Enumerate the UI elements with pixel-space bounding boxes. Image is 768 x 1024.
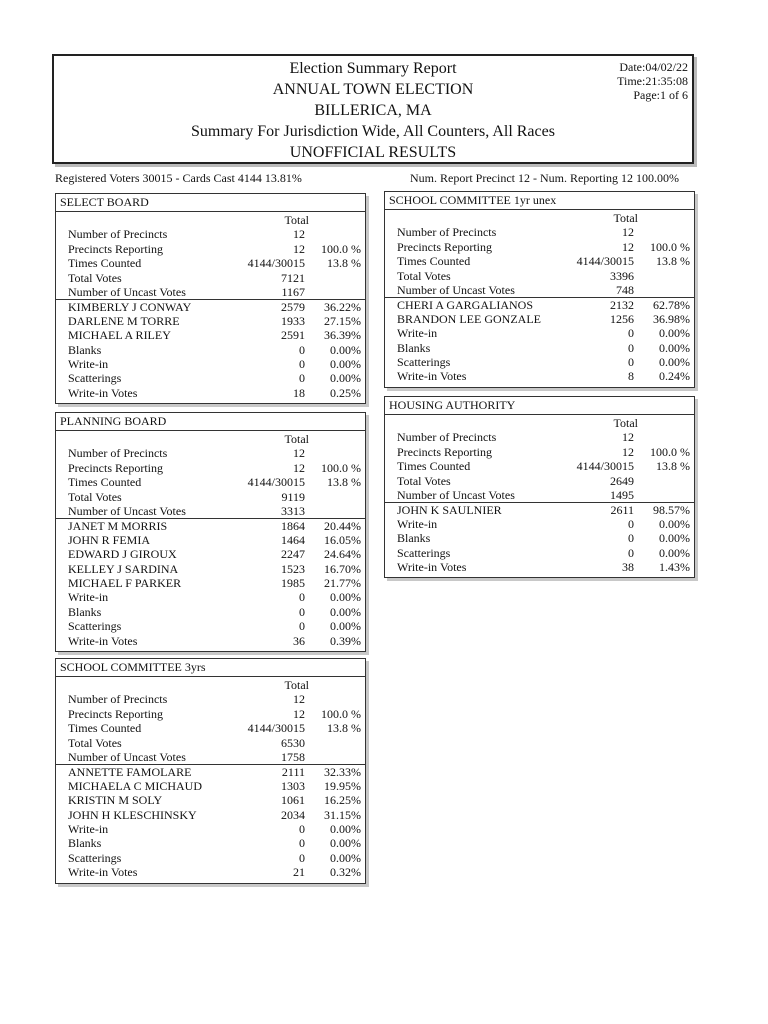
- candidate-votes: 0: [299, 850, 305, 865]
- candidate-row: [56, 299, 365, 314]
- stat-percent: 100.0 %: [321, 460, 361, 475]
- stat-label: Total Votes: [68, 735, 122, 750]
- candidate-votes: 0: [299, 836, 305, 851]
- candidate-row: [56, 851, 365, 865]
- candidate-percent: 0.00%: [330, 850, 361, 865]
- candidate-votes: 21: [293, 865, 305, 880]
- candidate-row: [385, 546, 694, 560]
- candidate-votes: 0: [628, 326, 634, 341]
- candidate-name: JOHN R FEMIA: [68, 532, 151, 547]
- stat-value: 3396: [610, 268, 634, 283]
- candidate-votes: 0: [628, 340, 634, 355]
- candidate-percent: 16.25%: [324, 793, 361, 808]
- candidate-name: MICHAEL A RILEY: [68, 328, 171, 343]
- stat-label: Precincts Reporting: [397, 239, 492, 254]
- race-title: SELECT BOARD: [56, 194, 365, 212]
- candidate-row: [56, 836, 365, 850]
- candidate-name: Write-in: [68, 357, 109, 371]
- candidate-name: Write-in: [68, 822, 109, 836]
- stat-percent: 100.0 %: [650, 239, 690, 254]
- candidate-votes: 0: [299, 371, 305, 386]
- stat-label: Total Votes: [397, 473, 451, 488]
- candidate-votes: 2034: [281, 807, 305, 822]
- candidate-row: [56, 619, 365, 633]
- total-column-header: Total: [613, 211, 638, 225]
- candidate-name: Write-in Votes: [397, 560, 467, 574]
- stat-value: 1167: [281, 285, 305, 299]
- total-header-row: [56, 432, 365, 446]
- candidate-votes: 2611: [610, 503, 634, 518]
- stat-row: [56, 461, 365, 475]
- stat-label: Times Counted: [68, 475, 142, 490]
- candidate-row: [56, 590, 365, 604]
- candidate-row: [385, 341, 694, 355]
- stat-value: 6530: [281, 735, 305, 750]
- candidate-row: [56, 634, 365, 648]
- race-box-school-committee-3yrs: [55, 658, 366, 884]
- stat-row: [385, 225, 694, 239]
- total-header-row: [56, 213, 365, 227]
- stat-row: [385, 474, 694, 488]
- stat-row: [385, 430, 694, 444]
- results-status: UNOFFICIAL RESULTS: [289, 144, 457, 161]
- stat-label: Number of Uncast Votes: [397, 283, 515, 297]
- stat-percent: 100.0 %: [321, 706, 361, 721]
- summary-description: Summary For Jurisdiction Wide, All Counters, All Races: [191, 123, 555, 140]
- stat-label: Precincts Reporting: [397, 444, 492, 459]
- candidate-votes: 0: [299, 590, 305, 605]
- candidate-percent: 0.00%: [330, 822, 361, 836]
- candidate-name: JOHN K SAULNIER: [397, 503, 502, 518]
- candidate-row: [56, 533, 365, 547]
- candidate-percent: 20.44%: [324, 519, 361, 534]
- stat-row: [56, 721, 365, 735]
- candidate-percent: 0.00%: [330, 619, 361, 634]
- stat-percent: 13.8 %: [327, 256, 361, 271]
- candidate-percent: 1.43%: [659, 560, 690, 574]
- candidate-votes: 1523: [281, 561, 305, 576]
- total-header-row: [56, 678, 365, 692]
- candidate-name: Write-in: [68, 590, 109, 605]
- stat-row: [56, 242, 365, 256]
- stat-row: [56, 490, 365, 504]
- candidate-percent: 27.15%: [324, 313, 361, 328]
- candidate-percent: 0.00%: [330, 371, 361, 386]
- stat-value: 3313: [281, 504, 305, 518]
- candidate-row: [385, 312, 694, 326]
- candidate-name: Scatterings: [68, 850, 122, 865]
- race-box-housing-authority: [384, 396, 695, 578]
- stat-value: 12: [293, 446, 305, 461]
- candidate-votes: 1464: [281, 532, 305, 547]
- candidate-percent: 0.39%: [330, 633, 361, 648]
- race-title: HOUSING AUTHORITY: [385, 397, 694, 415]
- stat-row: [56, 446, 365, 460]
- candidate-row: [56, 314, 365, 328]
- candidate-name: MICHAELA C MICHAUD: [68, 778, 203, 793]
- stat-value: 748: [616, 283, 634, 297]
- stat-value: 12: [293, 692, 305, 707]
- candidate-name: JANET M MORRIS: [68, 519, 168, 534]
- candidate-name: Write-in Votes: [68, 385, 138, 400]
- candidate-percent: 0.00%: [659, 340, 690, 355]
- candidate-percent: 0.32%: [330, 865, 361, 880]
- candidate-name: Blanks: [397, 531, 431, 546]
- candidate-row: [56, 605, 365, 619]
- candidate-row: [385, 531, 694, 545]
- candidate-percent: 0.00%: [659, 531, 690, 546]
- candidate-votes: 2579: [281, 300, 305, 315]
- stat-row: [385, 488, 694, 502]
- stat-row: [56, 736, 365, 750]
- total-column-header: Total: [284, 678, 309, 692]
- stat-value: 4144/30015: [576, 254, 634, 269]
- candidate-percent: 0.25%: [330, 385, 361, 400]
- candidate-row: [56, 371, 365, 385]
- stat-row: [385, 283, 694, 297]
- candidate-votes: 0: [628, 545, 634, 560]
- stat-row: [385, 459, 694, 473]
- stat-label: Number of Precincts: [68, 227, 168, 242]
- stat-row: [56, 227, 365, 241]
- race-title: SCHOOL COMMITTEE 3yrs: [56, 659, 365, 677]
- candidate-percent: 0.00%: [330, 357, 361, 371]
- total-column-header: Total: [284, 213, 309, 227]
- candidate-percent: 0.00%: [659, 355, 690, 369]
- candidate-percent: 98.57%: [653, 503, 690, 518]
- race-title: PLANNING BOARD: [56, 413, 365, 431]
- candidate-percent: 19.95%: [324, 778, 361, 793]
- stat-value: 12: [622, 430, 634, 445]
- candidate-row: [56, 547, 365, 561]
- candidate-name: Write-in Votes: [68, 633, 138, 648]
- stat-value: 4144/30015: [247, 721, 305, 736]
- candidate-row: [385, 297, 694, 312]
- stat-value: 4144/30015: [247, 475, 305, 490]
- stat-value: 1495: [610, 488, 634, 502]
- candidate-row: [56, 793, 365, 807]
- candidate-row: [385, 517, 694, 531]
- candidate-percent: 0.24%: [659, 369, 690, 384]
- candidate-votes: 1933: [281, 313, 305, 328]
- candidate-name: KRISTIN M SOLY: [68, 793, 163, 808]
- stat-value: 7121: [281, 270, 305, 285]
- candidate-name: Blanks: [397, 340, 431, 355]
- stat-value: 4144/30015: [576, 459, 634, 474]
- candidate-name: Blanks: [68, 342, 102, 357]
- stat-label: Times Counted: [397, 459, 471, 474]
- candidate-percent: 16.05%: [324, 532, 361, 547]
- candidate-row: [56, 343, 365, 357]
- stat-row: [385, 269, 694, 283]
- candidate-row: [385, 369, 694, 383]
- candidate-row: [56, 865, 365, 879]
- candidate-row: [56, 764, 365, 779]
- candidate-percent: 36.39%: [324, 328, 361, 343]
- stat-row: [56, 504, 365, 518]
- stat-label: Number of Precincts: [397, 225, 497, 240]
- stat-percent: 13.8 %: [327, 475, 361, 490]
- candidate-row: [385, 326, 694, 340]
- candidate-row: [56, 328, 365, 342]
- candidate-votes: 1256: [610, 311, 634, 326]
- stat-value: 12: [293, 706, 305, 721]
- candidate-name: JOHN H KLESCHINSKY: [68, 807, 197, 822]
- candidate-percent: 0.00%: [659, 545, 690, 560]
- candidate-percent: 36.22%: [324, 300, 361, 315]
- stat-row: [385, 445, 694, 459]
- stat-label: Number of Uncast Votes: [397, 488, 515, 502]
- candidate-name: Scatterings: [397, 355, 451, 369]
- candidate-percent: 36.98%: [653, 311, 690, 326]
- candidate-votes: 36: [293, 633, 305, 648]
- candidate-percent: 24.64%: [324, 547, 361, 562]
- race-box-select-board: [55, 193, 366, 404]
- candidate-row: [56, 562, 365, 576]
- candidate-row: [56, 357, 365, 371]
- candidate-name: Write-in Votes: [68, 865, 138, 880]
- stat-label: Precincts Reporting: [68, 706, 163, 721]
- race-box-school-committee-1yr-unex: [384, 191, 695, 388]
- candidate-name: Blanks: [68, 836, 102, 851]
- stat-percent: 100.0 %: [321, 241, 361, 256]
- candidate-percent: 0.00%: [330, 590, 361, 605]
- stat-row: [56, 285, 365, 299]
- stat-row: [56, 271, 365, 285]
- candidate-percent: 31.15%: [324, 807, 361, 822]
- candidate-percent: 0.00%: [330, 604, 361, 619]
- stat-label: Number of Uncast Votes: [68, 504, 186, 518]
- candidate-row: [385, 355, 694, 369]
- stat-label: Total Votes: [397, 268, 451, 283]
- stat-percent: 13.8 %: [327, 721, 361, 736]
- candidate-name: ANNETTE FAMOLARE: [68, 765, 192, 780]
- candidate-name: Scatterings: [397, 545, 451, 560]
- stat-label: Total Votes: [68, 270, 122, 285]
- candidate-votes: 0: [628, 355, 634, 369]
- stat-label: Precincts Reporting: [68, 460, 163, 475]
- candidate-row: [56, 576, 365, 590]
- stat-row: [56, 707, 365, 721]
- stat-label: Times Counted: [68, 721, 142, 736]
- total-column-header: Total: [613, 416, 638, 430]
- stat-label: Times Counted: [397, 254, 471, 269]
- candidate-name: Write-in Votes: [397, 369, 467, 384]
- candidate-votes: 1303: [281, 778, 305, 793]
- stat-value: 12: [293, 241, 305, 256]
- candidate-percent: 0.00%: [330, 836, 361, 851]
- candidate-row: [56, 518, 365, 533]
- stat-label: Times Counted: [68, 256, 142, 271]
- stat-percent: 13.8 %: [656, 254, 690, 269]
- stat-value: 1758: [281, 750, 305, 764]
- candidate-name: Write-in: [397, 326, 438, 341]
- candidate-name: CHERI A GARGALIANOS: [397, 298, 534, 313]
- candidate-row: [385, 502, 694, 517]
- stat-row: [385, 254, 694, 268]
- report-time: Time:21:35:08: [617, 74, 688, 88]
- candidate-votes: 2132: [610, 298, 634, 313]
- candidate-name: BRANDON LEE GONZALE: [397, 311, 541, 326]
- stat-value: 2649: [610, 473, 634, 488]
- candidate-votes: 1985: [281, 576, 305, 590]
- report-header: [52, 54, 694, 164]
- stat-label: Number of Precincts: [397, 430, 497, 445]
- report-meta: [617, 60, 688, 102]
- candidate-votes: 0: [299, 604, 305, 619]
- candidate-votes: 0: [299, 619, 305, 634]
- candidate-percent: 0.00%: [659, 326, 690, 341]
- stat-label: Number of Uncast Votes: [68, 285, 186, 299]
- candidate-percent: 0.00%: [659, 516, 690, 531]
- stat-percent: 100.0 %: [650, 444, 690, 459]
- stat-label: Number of Uncast Votes: [68, 750, 186, 764]
- stat-row: [56, 475, 365, 489]
- total-column-header: Total: [284, 432, 309, 446]
- candidate-row: [56, 808, 365, 822]
- candidate-name: KIMBERLY J CONWAY: [68, 300, 192, 315]
- total-header-row: [385, 416, 694, 430]
- election-name: ANNUAL TOWN ELECTION: [272, 81, 474, 98]
- precinct-reporting-summary: Num. Report Precinct 12 - Num. Reporting 12 100.00%: [410, 171, 679, 185]
- candidate-votes: 2247: [281, 547, 305, 562]
- total-header-row: [385, 211, 694, 225]
- stat-label: Precincts Reporting: [68, 241, 163, 256]
- candidate-votes: 1864: [281, 519, 305, 534]
- candidate-votes: 0: [299, 342, 305, 357]
- candidate-row: [56, 779, 365, 793]
- stat-value: 12: [293, 460, 305, 475]
- registered-voters-summary: Registered Voters 30015 - Cards Cast 4144 13.81%: [55, 171, 302, 185]
- stat-label: Total Votes: [68, 489, 122, 504]
- stat-value: 12: [622, 225, 634, 240]
- report-title: Election Summary Report: [289, 60, 457, 77]
- candidate-row: [56, 822, 365, 836]
- candidate-name: Scatterings: [68, 619, 122, 634]
- candidate-votes: 38: [622, 560, 634, 574]
- stat-row: [56, 750, 365, 764]
- stat-value: 4144/30015: [247, 256, 305, 271]
- candidate-row: [385, 560, 694, 574]
- race-box-planning-board: [55, 412, 366, 652]
- candidate-row: [56, 386, 365, 400]
- stat-row: [56, 692, 365, 706]
- candidate-percent: 0.00%: [330, 342, 361, 357]
- report-date: Date:04/02/22: [619, 60, 688, 74]
- candidate-percent: 62.78%: [653, 298, 690, 313]
- candidate-votes: 8: [628, 369, 634, 384]
- candidate-name: Blanks: [68, 604, 102, 619]
- candidate-percent: 21.77%: [324, 576, 361, 590]
- candidate-percent: 32.33%: [324, 765, 361, 780]
- candidate-name: Write-in: [397, 516, 438, 531]
- candidate-name: EDWARD J GIROUX: [68, 547, 177, 562]
- candidate-votes: 0: [628, 516, 634, 531]
- candidate-votes: 1061: [281, 793, 305, 808]
- candidate-votes: 0: [299, 822, 305, 836]
- candidate-votes: 0: [628, 531, 634, 546]
- stat-label: Number of Precincts: [68, 446, 168, 461]
- stat-value: 9119: [281, 489, 305, 504]
- stat-value: 12: [293, 227, 305, 242]
- stat-row: [385, 240, 694, 254]
- candidate-votes: 18: [293, 385, 305, 400]
- race-title: SCHOOL COMMITTEE 1yr unex: [385, 192, 694, 210]
- jurisdiction-name: BILLERICA, MA: [314, 102, 432, 119]
- stat-percent: 13.8 %: [656, 459, 690, 474]
- candidate-votes: 2591: [281, 328, 305, 343]
- candidate-name: MICHAEL F PARKER: [68, 576, 182, 590]
- stat-value: 12: [622, 444, 634, 459]
- stat-value: 12: [622, 239, 634, 254]
- candidate-name: KELLEY J SARDINA: [68, 561, 179, 576]
- stat-label: Number of Precincts: [68, 692, 168, 707]
- candidate-name: DARLENE M TORRE: [68, 313, 180, 328]
- candidate-votes: 0: [299, 357, 305, 371]
- stat-row: [56, 256, 365, 270]
- candidate-votes: 2111: [281, 765, 305, 780]
- candidate-percent: 16.70%: [324, 561, 361, 576]
- page-number: Page:1 of 6: [633, 88, 688, 102]
- candidate-name: Scatterings: [68, 371, 122, 386]
